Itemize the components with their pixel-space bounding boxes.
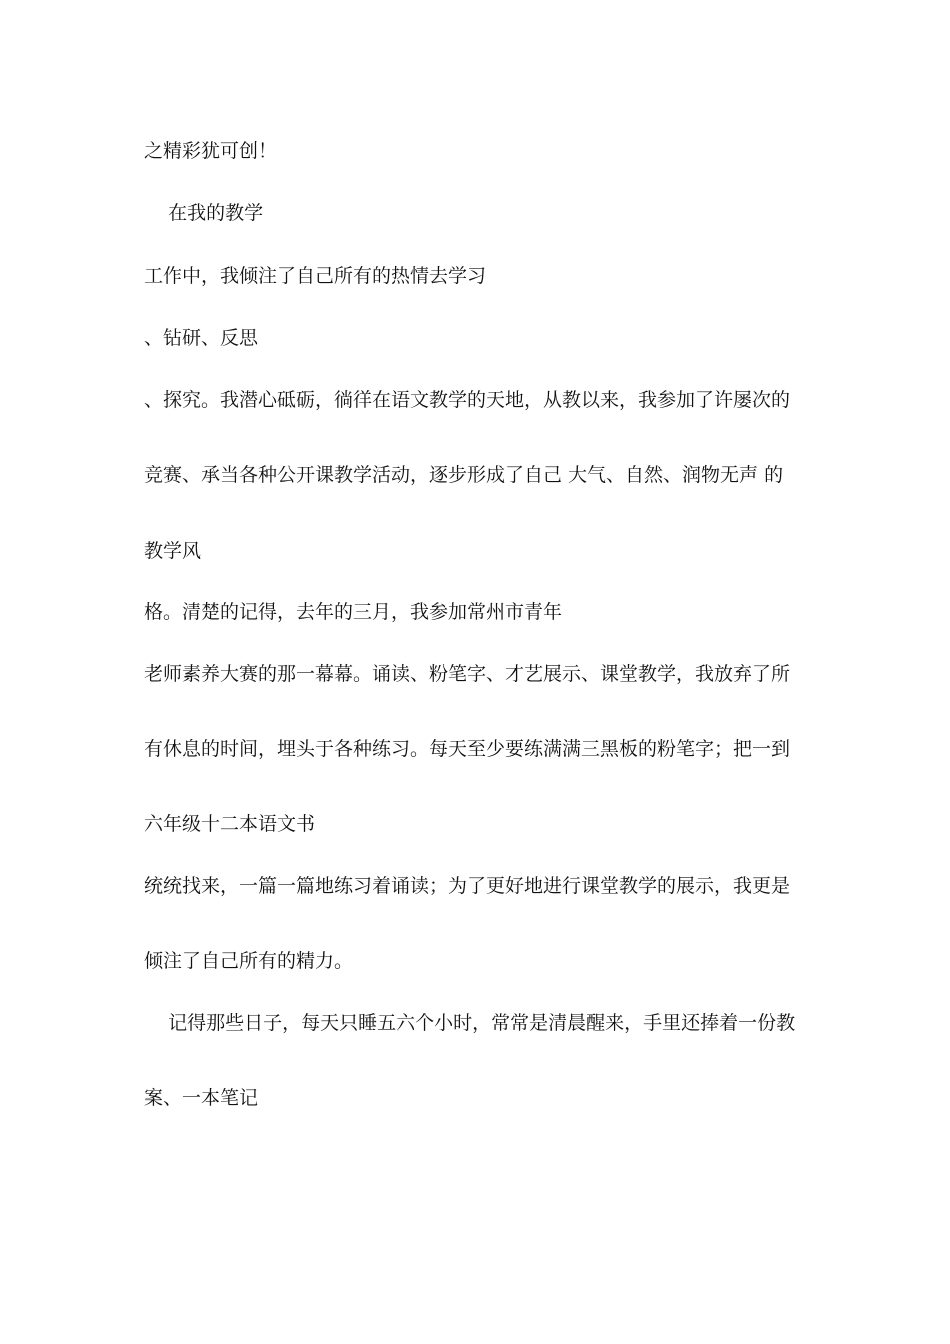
text-line: 老师素养大赛的那一幕幕。诵读、粉笔字、才艺展示、课堂教学，我放弃了所 xyxy=(144,663,791,685)
text-line: 记得那些日子，每天只睡五六个小时，常常是清晨醒来，手里还捧着一份教 xyxy=(144,1012,796,1034)
text-line: 工作中，我倾注了自己所有的热情去学习 xyxy=(144,265,487,287)
text-line: 统统找来，一篇一篇地练习着诵读；为了更好地进行课堂教学的展示，我更是 xyxy=(144,875,791,897)
text-line: 、探究。我潜心砥砺，徜徉在语文教学的天地，从教以来，我参加了许屡次的 xyxy=(144,389,791,411)
text-line: 、钻研、反思 xyxy=(144,327,259,349)
text-line: 竞赛、承当各种公开课教学活动，逐步形成了自己 大气、自然、润物无声 的 xyxy=(144,464,784,486)
text-line: 格。清楚的记得，去年的三月，我参加常州市青年 xyxy=(144,601,563,623)
text-line: 六年级十二本语文书 xyxy=(144,813,316,835)
text-line: 之精彩犹可创！ xyxy=(144,140,278,162)
text-line: 案、一本笔记 xyxy=(144,1087,259,1109)
text-line: 有休息的时间，埋头于各种练习。每天至少要练满满三黑板的粉笔字；把一到 xyxy=(144,738,791,760)
text-line: 在我的教学 xyxy=(144,202,264,224)
text-line: 教学风 xyxy=(144,540,202,562)
text-line: 倾注了自己所有的精力。 xyxy=(144,950,354,972)
